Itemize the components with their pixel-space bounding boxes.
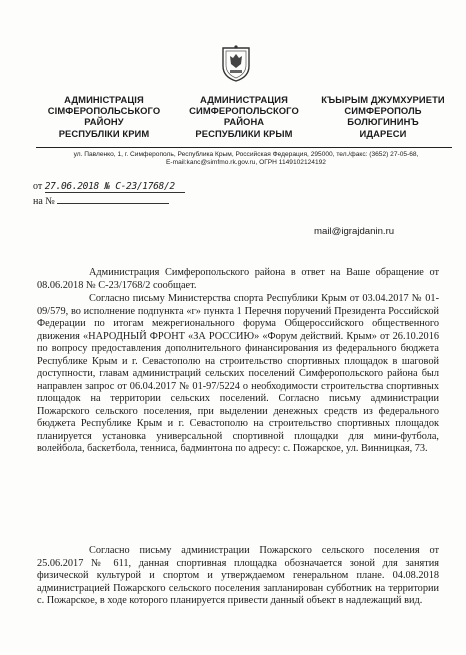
outgoing-reference [33, 181, 185, 193]
body-paragraph: Согласно письму Министерства спорта Республики Крым от 03.04.2017 № 01-09/579, во исполнение подпункта «г» пункта 1 Перечня поручений Президента Российской Федерации по итогам межрегионального форума Общероссийского общественного движения «НАРОДНЫЙ ФРОНТ «ЗА РОССИЮ» «Форум действий. Крым» от 26.10.2016 по вопросу предоставления дополнительного финансирования из федерального бюджета Республике Крым и г. Севастополю на строительство спортивных площадок в шаговой доступности, главам администраций сельских поселений Симферопольского района был направлен запрос от 06.04.2017 № 01-97/5224 о необходимости строительства спортивных площадок на территории сельских поселений. Согласно письму администрации Пожарского сельского поселения, при выделении денежных средств из федерального бюджета Республике Крым и г. Севастополю на строительство спортивных площадок планируется установка универсальной спортивной площадки для мини-футбола, волейбола, баскетбола, тенниса, бадминтона по адресу: с. Пожарское, ул. Винницкая, 73. [37, 293, 439, 454]
handwritten-reference: 27.06.2018 № С-23/1768/2 [44, 181, 175, 192]
header-line: АДМИНІСТРАЦІЯ [64, 94, 144, 105]
body-paragraph: Согласно письму администрации Пожарского сельского поселения от 25.06.2017 № 611, данная спортивная площадка обозначается зоной для занятия физической культурой и спортом и утверждаемом генеральном плане. 04.08.2018 администрацией Пожарского сельского поселения запланирован субботник на территории с. Пожарское, в ходе которого планируется привести данный объект в надлежащий вид. [37, 545, 439, 606]
body-paragraph: Администрация Симферопольского района в ответ на Ваше обращение от 08.06.2018 № С-23/1768/2 сообщает. [37, 267, 439, 291]
coat-of-arms-icon [220, 44, 252, 82]
header-line: РЕСПУБЛИКИ КРЫМ [195, 127, 293, 139]
address-line: ул. Павленко, 1, г. Симферополь, Республика Крым, Российская Федерация, 295000, тел./факс: (3652) 27-05-68, [73, 151, 419, 158]
reference-from-label: от [33, 181, 43, 192]
header-russian [180, 94, 308, 139]
reference-to-label: на № [33, 196, 55, 207]
header-line: СИМФЕРОПОЛЬ [344, 105, 422, 117]
header-line: СІМФЕРОПОЛЬСЬКОГО [47, 105, 161, 117]
header-line: РАЙОНА [223, 116, 265, 128]
header-line: КЪЫРЫМ ДЖУМХУРИЕТИ [321, 94, 445, 105]
reference-blank-line [57, 193, 169, 204]
header-divider [36, 147, 452, 148]
header-line: РЕСПУБЛІКИ КРИМ [58, 127, 150, 139]
header-line: БОЛЮГИНИНЪ [347, 116, 419, 128]
incoming-reference [33, 193, 169, 207]
header-line: АДМИНИСТРАЦИЯ [200, 94, 288, 105]
header-ukrainian [38, 94, 170, 139]
header-line: СИМФЕРОПОЛЬСКОГО [189, 105, 299, 117]
header-line: ИДАРЕСИ [359, 127, 407, 139]
contact-line: E-mail:kanc@simfmo.rk.gov.ru, ОГРН 1149102124192 [166, 159, 326, 166]
header-crimean-tatar [316, 94, 450, 139]
recipient-email: mail@igrajdanin.ru [314, 226, 395, 237]
header-line: РАЙОНУ [84, 116, 124, 128]
